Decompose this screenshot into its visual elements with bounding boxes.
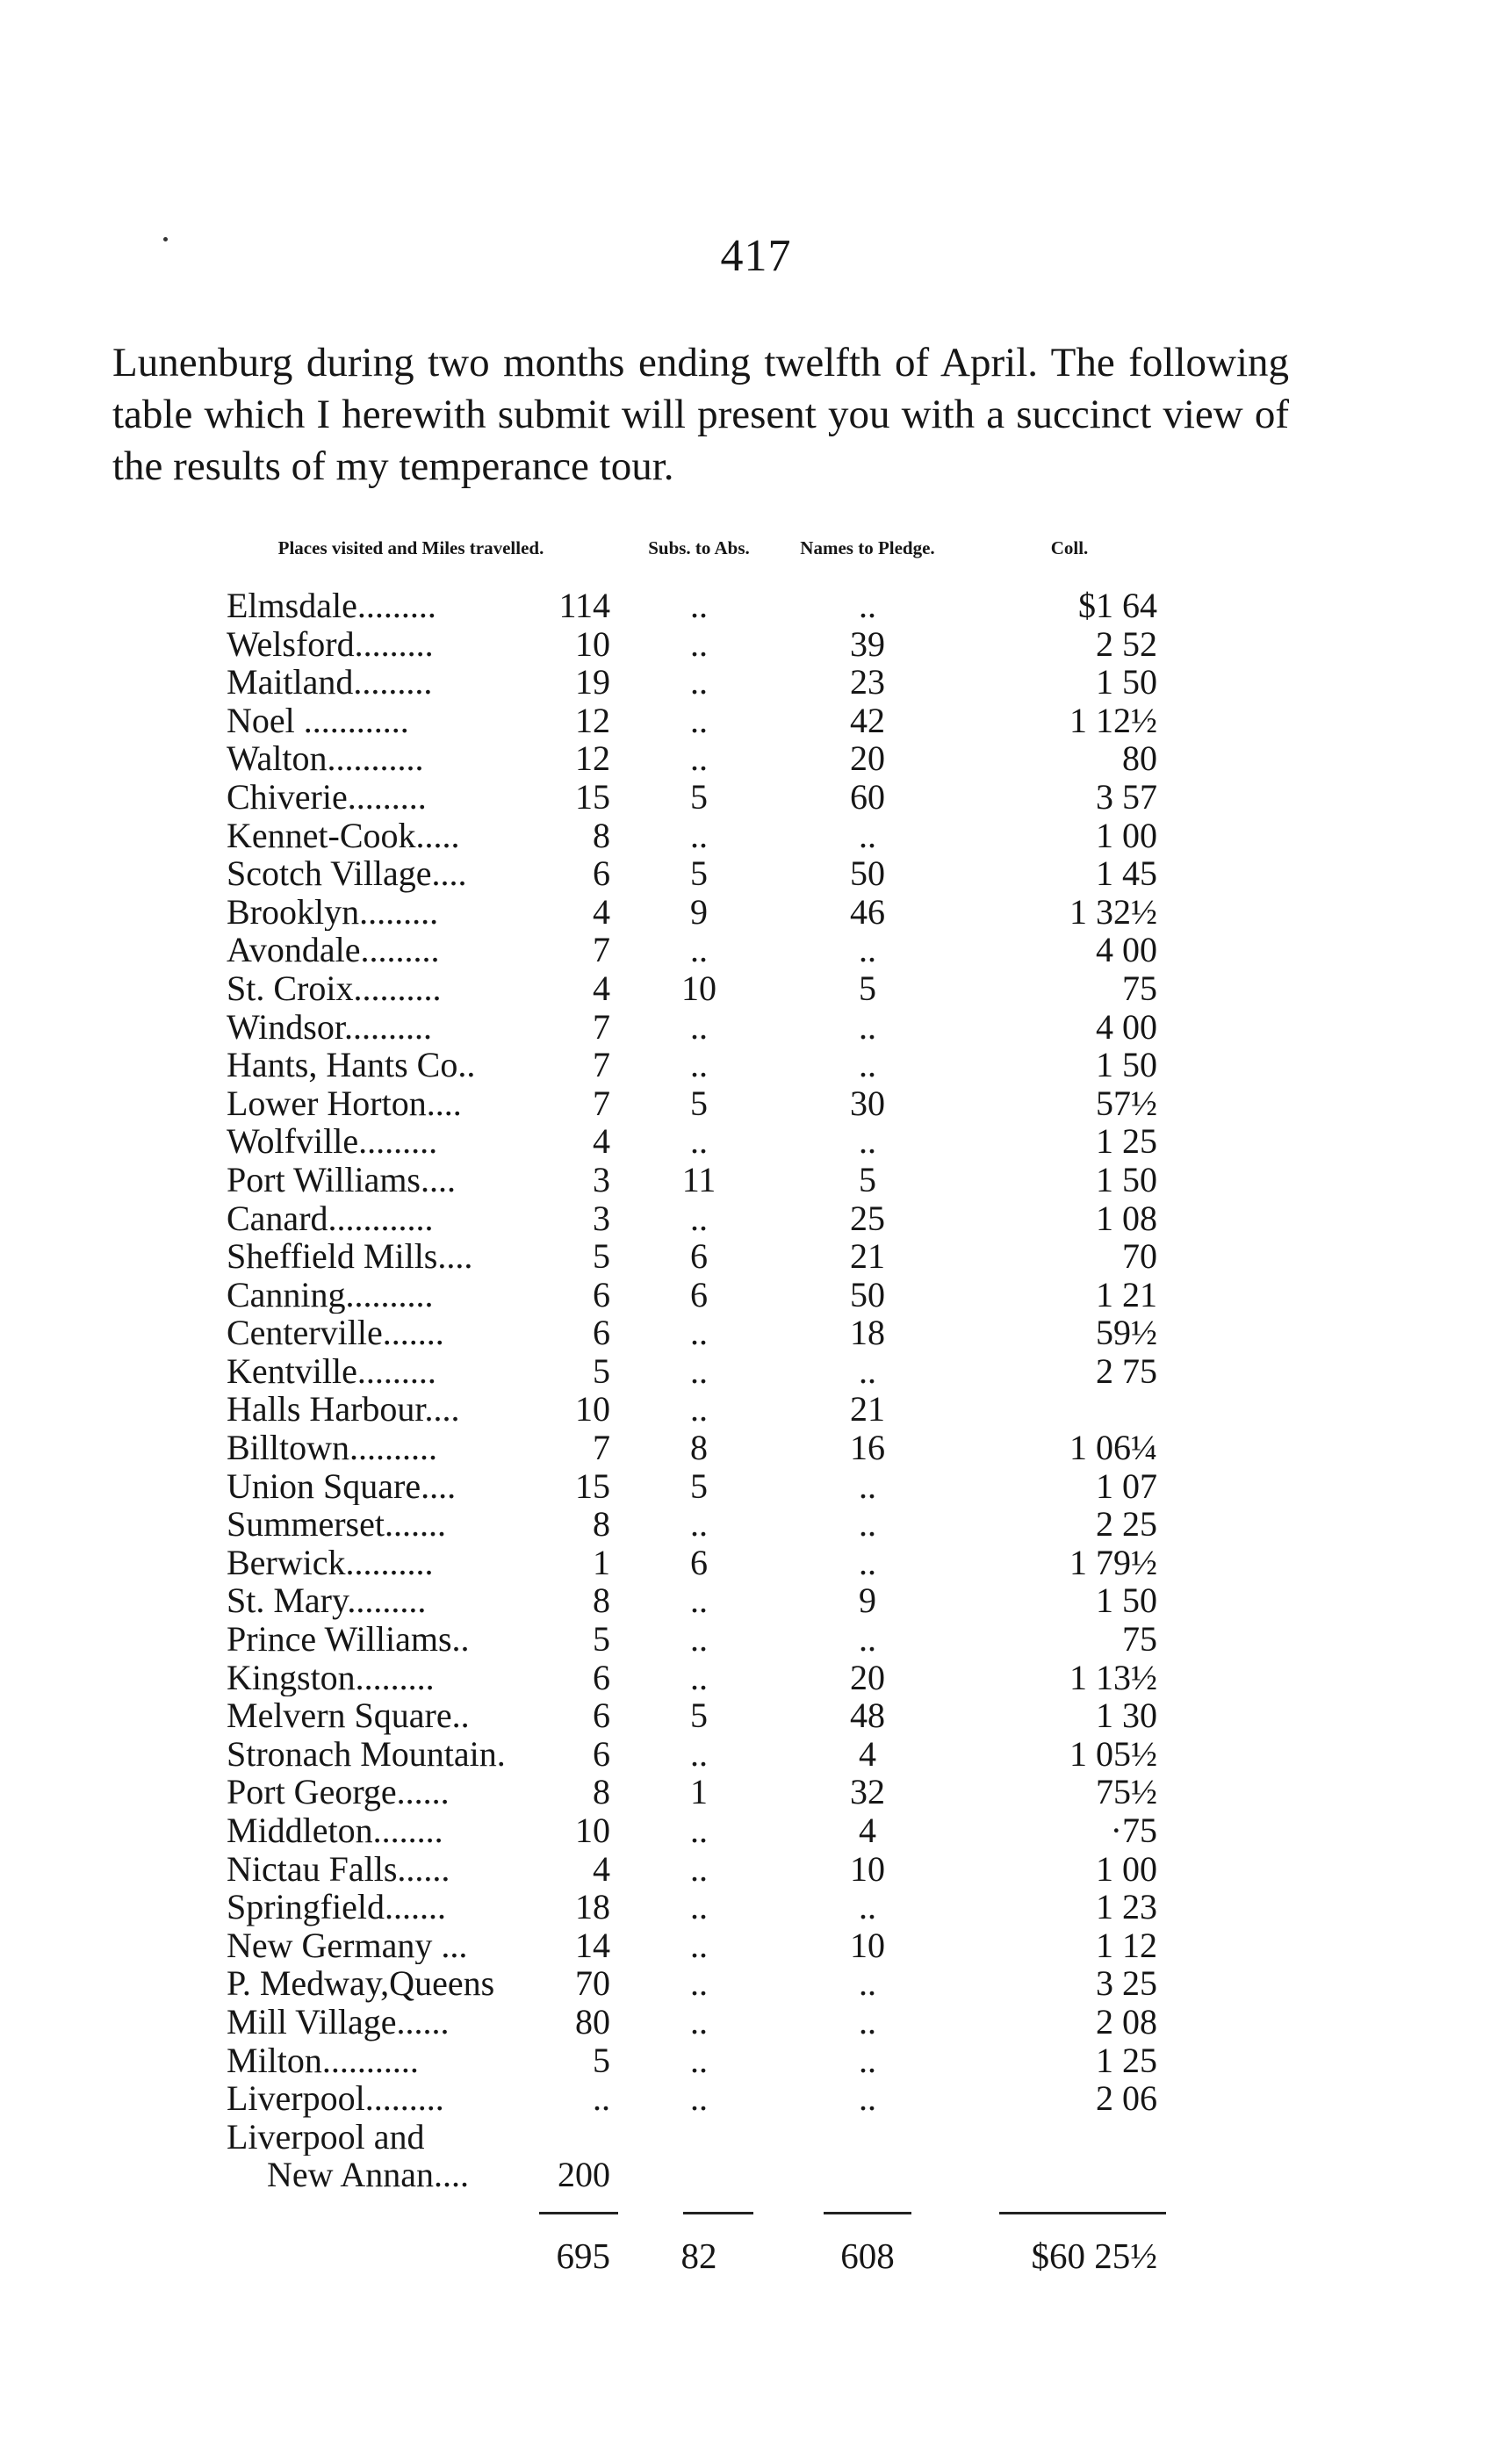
subs-cell: ..	[690, 1006, 708, 1047]
subs-cell: ..	[690, 2078, 708, 2119]
coll-cell: 1 13½	[1069, 1657, 1157, 1697]
place-cell: Canning..........	[227, 1275, 434, 1314]
miles-cell: 8	[593, 815, 610, 855]
place-cell: Canard............	[227, 1199, 434, 1238]
place-cell: Chiverie.........	[227, 777, 427, 817]
miles-cell: 8	[593, 1581, 610, 1621]
total-coll: $60 25½	[1031, 2235, 1157, 2276]
coll-cell: 1 12½	[1069, 700, 1157, 740]
names-cell: ..	[859, 2001, 876, 2041]
coll-cell: 1 07	[1096, 1465, 1157, 1506]
place-cell: Scotch Village....	[227, 854, 467, 893]
names-cell: 48	[850, 1696, 885, 1736]
names-cell: 10	[850, 1925, 885, 1965]
place-cell: Port George......	[227, 1773, 450, 1811]
coll-cell: 2 08	[1096, 2001, 1157, 2041]
names-cell: 50	[850, 1274, 885, 1314]
names-cell: ..	[859, 1045, 876, 1085]
names-cell: 25	[850, 1198, 885, 1238]
coll-cell: 3 57	[1096, 776, 1157, 817]
miles-cell: 15	[575, 1465, 610, 1506]
place-cell: Nictau Falls......	[227, 1849, 450, 1889]
subs-cell: 5	[690, 1696, 708, 1736]
names-cell: 10	[850, 1848, 885, 1889]
miles-cell: 5	[593, 1350, 610, 1391]
subs-cell: ..	[690, 1811, 708, 1850]
subs-cell: ..	[690, 1733, 708, 1774]
coll-cell: 1 79½	[1069, 1542, 1157, 1582]
subs-cell: ..	[690, 1657, 708, 1697]
subs-cell: 10	[681, 968, 716, 1008]
coll-cell: 59½	[1096, 1313, 1157, 1353]
table-row	[227, 2003, 1175, 2041]
coll-cell: 75	[1122, 968, 1157, 1008]
coll-cell: 75½	[1096, 1772, 1157, 1812]
place-cell: Halls Harbour....	[227, 1390, 460, 1429]
subs-cell: 6	[690, 1542, 708, 1582]
miles-cell: 4	[593, 968, 610, 1008]
table-row	[227, 2041, 1175, 2080]
miles-cell: 7	[593, 1006, 610, 1047]
coll-cell: 2 25	[1096, 1504, 1157, 1545]
place-cell: Springfield.......	[227, 1888, 446, 1926]
miles-cell: 19	[575, 662, 610, 702]
subs-cell: 11	[681, 1159, 716, 1199]
table-row	[227, 739, 1175, 778]
subs-cell: ..	[690, 586, 708, 625]
miles-cell: 5	[593, 1236, 610, 1277]
subs-cell: 1	[690, 1772, 708, 1812]
names-cell: 20	[850, 738, 885, 779]
total-rules	[227, 2194, 1175, 2229]
coll-cell: 70	[1122, 1236, 1157, 1277]
total-subs: 82	[680, 2235, 717, 2276]
table-row	[227, 1199, 1175, 1238]
miles-cell: 6	[593, 1733, 610, 1774]
names-cell: 4	[859, 1811, 876, 1850]
coll-cell: 1 50	[1096, 1159, 1157, 1199]
names-cell: 23	[850, 662, 885, 702]
intro-paragraph: Lunenburg during two months ending twelfth of April. The following table which I herewith submit will present you with a succinct view of the results of my temperance tour.	[112, 340, 1289, 489]
place-cell: Port Williams....	[227, 1160, 456, 1199]
names-cell: ..	[859, 2078, 876, 2119]
table-row	[227, 931, 1175, 969]
coll-cell: 1 00	[1096, 1848, 1157, 1889]
place-cell: Prince Williams..	[227, 1620, 470, 1659]
totals-row	[227, 2229, 1175, 2282]
names-cell: ..	[859, 1887, 876, 1927]
names-cell: ..	[859, 1542, 876, 1582]
coll-cell: 1 12	[1096, 1925, 1157, 1965]
place-cell: Middleton........	[227, 1811, 443, 1850]
subs-cell: ..	[690, 1121, 708, 1162]
coll-cell: 2 52	[1096, 623, 1157, 664]
table-body	[227, 587, 1175, 2194]
subs-cell: ..	[690, 1504, 708, 1545]
subs-cell: 8	[690, 1428, 708, 1468]
table-row	[227, 1850, 1175, 1889]
subs-cell: 6	[690, 1274, 708, 1314]
place-cell: Elmsdale.........	[227, 587, 436, 625]
coll-cell: 57½	[1096, 1083, 1157, 1123]
place-cell: Wolfville.........	[227, 1122, 438, 1161]
table-row	[227, 1429, 1175, 1467]
names-cell: ..	[859, 586, 876, 625]
header-collections: Coll.	[1050, 537, 1089, 558]
table-row	[227, 969, 1175, 1008]
place-cell: P. Medway,Queens	[227, 1964, 495, 2003]
names-cell: ..	[859, 1350, 876, 1391]
table-row	[227, 854, 1175, 893]
subs-cell: ..	[690, 623, 708, 664]
miles-cell: 8	[593, 1504, 610, 1545]
table-row	[227, 1696, 1175, 1735]
names-cell: 4	[859, 1733, 876, 1774]
subs-cell: ..	[690, 738, 708, 779]
coll-cell: 1 50	[1096, 1581, 1157, 1621]
coll-cell: 1 25	[1096, 2040, 1157, 2080]
subs-cell: ..	[690, 1848, 708, 1889]
names-cell: 60	[850, 776, 885, 817]
names-cell: 18	[850, 1313, 885, 1353]
coll-cell: 1 06¼	[1069, 1428, 1157, 1468]
coll-cell: 3 25	[1096, 1963, 1157, 2004]
subs-cell: ..	[690, 1350, 708, 1391]
place-cell: Summerset.......	[227, 1505, 446, 1544]
place-cell: Brooklyn.........	[227, 892, 439, 932]
names-cell: 21	[850, 1236, 885, 1277]
miles-cell: 7	[593, 930, 610, 970]
table-row	[227, 2156, 1175, 2194]
subs-cell: ..	[690, 1581, 708, 1621]
table-row	[227, 1237, 1175, 1276]
place-cell: New Annan....	[267, 2156, 469, 2194]
place-cell: Sheffield Mills....	[227, 1237, 473, 1276]
names-cell: 39	[850, 623, 885, 664]
subs-cell: ..	[690, 930, 708, 970]
table-row	[227, 1811, 1175, 1850]
miles-cell: 1	[593, 1542, 610, 1582]
names-cell: ..	[859, 930, 876, 970]
names-cell: 30	[850, 1083, 885, 1123]
table-row	[227, 702, 1175, 740]
coll-cell: 1 05½	[1069, 1733, 1157, 1774]
coll-cell: 1 32½	[1069, 891, 1157, 932]
miles-cell: 6	[593, 1274, 610, 1314]
table-row	[227, 1735, 1175, 1774]
place-cell: Liverpool and	[227, 2117, 425, 2157]
place-cell: St. Mary.........	[227, 1581, 427, 1621]
rule-coll	[999, 2212, 1166, 2214]
coll-cell: 1 00	[1096, 815, 1157, 855]
names-cell: ..	[859, 815, 876, 855]
table-row	[227, 893, 1175, 932]
coll-cell: 1 50	[1096, 1045, 1157, 1085]
subs-cell: 5	[690, 853, 708, 894]
place-cell: Lower Horton....	[227, 1084, 462, 1123]
names-cell: 20	[850, 1657, 885, 1697]
miles-cell: 80	[575, 2001, 610, 2041]
coll-cell: 80	[1122, 738, 1157, 779]
names-cell: 5	[859, 968, 876, 1008]
miles-cell: 15	[575, 776, 610, 817]
names-cell: ..	[859, 1006, 876, 1047]
subs-cell: ..	[690, 700, 708, 740]
names-cell: ..	[859, 2040, 876, 2080]
miles-cell: 200	[558, 2155, 610, 2195]
coll-cell: 1 45	[1096, 853, 1157, 894]
table-row	[227, 1888, 1175, 1926]
place-cell: Liverpool.........	[227, 2079, 444, 2118]
table-row	[227, 2079, 1175, 2118]
subs-cell: ..	[690, 1925, 708, 1965]
coll-cell: 4 00	[1096, 930, 1157, 970]
miles-cell: 7	[593, 1045, 610, 1085]
table-row	[227, 1314, 1175, 1352]
place-cell: Union Square....	[227, 1466, 457, 1506]
subs-cell: ..	[690, 662, 708, 702]
table-row	[227, 1008, 1175, 1047]
miles-cell: 6	[593, 853, 610, 894]
table-row	[227, 817, 1175, 855]
miles-cell: 12	[575, 700, 610, 740]
place-cell: Noel ............	[227, 701, 409, 740]
subs-cell: ..	[690, 1887, 708, 1927]
place-cell: Avondale.........	[227, 931, 440, 969]
rule-names	[824, 2212, 911, 2214]
subs-cell: ..	[690, 1313, 708, 1353]
subs-cell: ..	[690, 1619, 708, 1660]
names-cell: 46	[850, 891, 885, 932]
place-cell: Milton...........	[227, 2041, 419, 2080]
miles-cell: 8	[593, 1772, 610, 1812]
table-row	[227, 1544, 1175, 1582]
coll-cell: 1 30	[1096, 1696, 1157, 1736]
table-row	[227, 1122, 1175, 1161]
subs-cell: ..	[690, 1963, 708, 2004]
place-cell: Melvern Square..	[227, 1696, 470, 1735]
table-row	[227, 1352, 1175, 1391]
subs-cell: 5	[690, 1083, 708, 1123]
place-cell: Stronach Mountain.	[227, 1734, 506, 1774]
subs-cell: 9	[690, 891, 708, 932]
subs-cell: 5	[690, 776, 708, 817]
names-cell: ..	[859, 1619, 876, 1660]
place-cell: Hants, Hants Co..	[227, 1046, 476, 1084]
names-cell: 5	[859, 1159, 876, 1199]
miles-cell: 5	[593, 1619, 610, 1660]
total-miles: 695	[556, 2235, 610, 2276]
place-cell: Centerville.......	[227, 1314, 444, 1352]
table-row	[227, 1659, 1175, 1697]
names-cell: ..	[859, 1963, 876, 2004]
subs-cell: 6	[690, 1236, 708, 1277]
table-row	[227, 1467, 1175, 1506]
miles-cell: 18	[575, 1887, 610, 1927]
miles-cell: ..	[593, 2078, 610, 2119]
place-cell: Maitland.........	[227, 663, 433, 702]
table-row	[227, 1926, 1175, 1965]
names-cell: 42	[850, 700, 885, 740]
names-cell: ..	[859, 1504, 876, 1545]
miles-cell: 10	[575, 623, 610, 664]
rule-miles	[539, 2212, 618, 2214]
miles-cell: 4	[593, 1848, 610, 1889]
coll-cell: 1 50	[1096, 662, 1157, 702]
coll-cell: 2 75	[1096, 1350, 1157, 1391]
table-row	[227, 1084, 1175, 1123]
names-cell: 32	[850, 1772, 885, 1812]
names-cell: ..	[859, 1121, 876, 1162]
miles-cell: 70	[575, 1963, 610, 2004]
coll-cell: 1 23	[1096, 1887, 1157, 1927]
miles-cell: 12	[575, 738, 610, 779]
coll-cell: ·75	[1110, 1811, 1157, 1850]
miles-cell: 10	[575, 1389, 610, 1429]
miles-cell: 4	[593, 891, 610, 932]
header-places-miles: Places visited and Miles travelled.	[277, 537, 544, 558]
subs-cell: ..	[690, 1198, 708, 1238]
place-cell: Berwick..........	[227, 1543, 434, 1582]
table-row	[227, 1276, 1175, 1314]
coll-cell: 1 25	[1096, 1121, 1157, 1162]
place-cell: Mill Village......	[227, 2002, 450, 2041]
place-cell: Billtown..........	[227, 1429, 438, 1467]
table-row	[227, 1046, 1175, 1084]
place-cell: Welsford.........	[227, 624, 434, 664]
miles-cell: 7	[593, 1428, 610, 1468]
miles-cell: 6	[593, 1696, 610, 1736]
place-cell: Kennet-Cook.....	[227, 816, 460, 855]
rule-subs	[683, 2212, 753, 2214]
table-row	[227, 1620, 1175, 1659]
table-row	[227, 1390, 1175, 1429]
miles-cell: 114	[558, 586, 610, 625]
place-cell: Walton...........	[227, 739, 424, 778]
subs-cell: ..	[690, 815, 708, 855]
miles-cell: 3	[593, 1198, 610, 1238]
subs-cell: ..	[690, 1389, 708, 1429]
subs-cell: ..	[690, 2001, 708, 2041]
miles-cell: 14	[575, 1925, 610, 1965]
table-row	[227, 1581, 1175, 1620]
names-cell: 50	[850, 853, 885, 894]
table-row	[227, 1773, 1175, 1811]
coll-cell: 75	[1122, 1619, 1157, 1660]
subs-cell: ..	[690, 2040, 708, 2080]
table-row	[227, 2118, 1175, 2157]
miles-cell: 6	[593, 1313, 610, 1353]
coll-cell: 2 06	[1096, 2078, 1157, 2119]
table-row	[227, 778, 1175, 817]
table-row	[227, 1161, 1175, 1199]
table-row	[227, 587, 1175, 625]
subs-cell: 5	[690, 1465, 708, 1506]
table-header	[227, 537, 1175, 587]
table-row	[227, 625, 1175, 664]
total-names: 608	[840, 2235, 895, 2276]
place-cell: New Germany ...	[227, 1926, 468, 1965]
miles-cell: 3	[593, 1159, 610, 1199]
names-cell: ..	[859, 1465, 876, 1506]
place-cell: Kentville.........	[227, 1351, 436, 1391]
coll-cell: $1 64	[1078, 586, 1157, 625]
header-subs-abs: Subs. to Abs.	[648, 537, 750, 558]
table-row	[227, 1505, 1175, 1544]
place-cell: St. Croix..........	[227, 968, 442, 1008]
miles-cell: 6	[593, 1657, 610, 1697]
temperance-tour-table	[227, 537, 1175, 2282]
header-names-pledge: Names to Pledge.	[800, 537, 935, 558]
table-row	[227, 1964, 1175, 2003]
miles-cell: 10	[575, 1811, 610, 1850]
place-cell: Kingston.........	[227, 1658, 435, 1697]
miles-cell: 5	[593, 2040, 610, 2080]
miles-cell: 7	[593, 1083, 610, 1123]
names-cell: 9	[859, 1581, 876, 1621]
page-number: 417	[720, 231, 792, 281]
subs-cell: ..	[690, 1045, 708, 1085]
coll-cell: 1 08	[1096, 1198, 1157, 1238]
place-cell: Windsor..........	[227, 1007, 432, 1047]
names-cell: 21	[850, 1389, 885, 1429]
miles-cell: 4	[593, 1121, 610, 1162]
names-cell: 16	[850, 1428, 885, 1468]
coll-cell: 1 21	[1096, 1274, 1157, 1314]
table-row	[227, 663, 1175, 702]
coll-cell: 4 00	[1096, 1006, 1157, 1047]
